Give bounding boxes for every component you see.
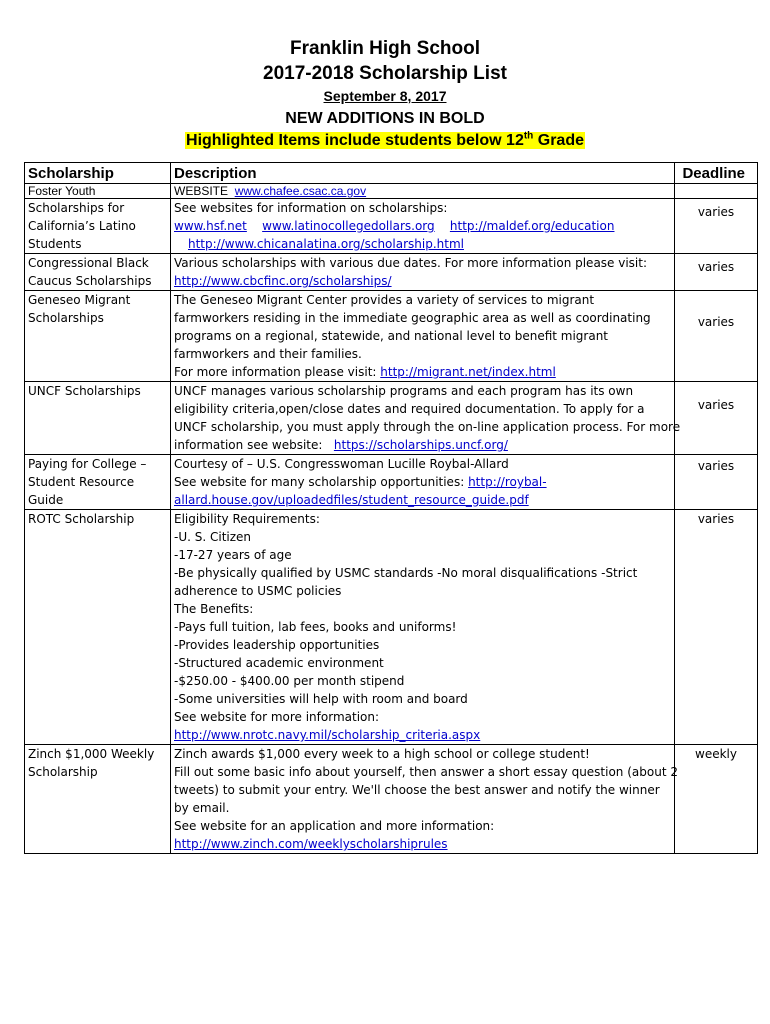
table-row [25, 510, 758, 745]
col-header-scholarship: Scholarship [25, 163, 171, 184]
scholarship-description: Various scholarships with various due dates. For more information please visit: http://www.cbcfinc.org/scholarships/ [171, 254, 675, 291]
scholarship-name: Geneseo Migrant Scholarships [25, 291, 171, 382]
website-link[interactable]: http://www.chicanalatina.org/scholarship.html [188, 237, 464, 251]
deadline-cell [675, 184, 758, 199]
scholarship-name: Foster Youth [25, 184, 171, 199]
website-link[interactable]: http://www.zinch.com/weeklyscholarshiprules [174, 837, 448, 851]
website-link[interactable]: http://www.nrotc.navy.mil/scholarship_criteria.aspx [174, 728, 481, 742]
scholarship-description: The Geneseo Migrant Center provides a variety of services to migrant farmworkers residing in the immediate geographic area as well as coordinating programs on a regional, statewide, and national level to benefit migrant farmworkers and their families. For more information please visit: http://migrant.net/index.html [171, 291, 675, 382]
scholarship-description: See websites for information on scholarships: www.hsf.net www.latinocollegedollars.org http://maldef.org/education http://www.chicanalatina.org/scholarship.html [171, 199, 675, 254]
col-header-deadline: Deadline [675, 163, 758, 184]
website-link[interactable]: allard.house.gov/uploadedfiles/student_resource_guide.pdf [174, 493, 529, 507]
scholarship-description: WEBSITE www.chafee.csac.ca.gov [171, 184, 675, 199]
deadline-cell: varies [675, 455, 758, 510]
scholarship-name: Congressional Black Caucus Scholarships [25, 254, 171, 291]
table-row [25, 291, 758, 382]
table-row [25, 184, 758, 199]
deadline-cell: weekly [675, 745, 758, 854]
table-row [25, 382, 758, 455]
deadline-cell: varies [675, 254, 758, 291]
scholarship-description: Zinch awards $1,000 every week to a high school or college student! Fill out some basic info about yourself, then answer a short essay question (about 2 tweets) to submit your entry. We'll choose the best answer and notify the winner by email. See website for an application and more information: http://www.zinch.com/weeklyscholarshiprules [171, 745, 675, 854]
deadline-cell: varies [675, 199, 758, 254]
table-header-row [25, 163, 758, 184]
website-link[interactable]: http://migrant.net/index.html [380, 365, 556, 379]
website-link[interactable]: http://maldef.org/education [449, 219, 615, 233]
scholarship-name: ROTC Scholarship [25, 510, 171, 745]
scholarship-description: Eligibility Requirements: -U. S. Citizen -17-27 years of age -Be physically qualified by USMC standards -No moral disqualifications -Strict adherence to USMC policies The Benefits: -Pays full tuition, lab fees, books and uniforms! -Provides leadership opportunities -Structured academic environment -$250.00 - $400.00 per month stipend -Some universities will help with room and board See website for more information: http://www.nrotc.navy.mil/scholarship_criteria.aspx [171, 510, 675, 745]
col-header-description: Description [171, 163, 675, 184]
table-row [25, 199, 758, 254]
scholarship-name: Paying for College – Student Resource Guide [25, 455, 171, 510]
website-link[interactable]: https://scholarships.uncf.org/ [333, 438, 508, 452]
table-row [25, 745, 758, 854]
new-additions-note: NEW ADDITIONS IN BOLD [285, 110, 485, 127]
website-link[interactable]: www.latinocollegedollars.org [262, 219, 435, 233]
deadline-cell: varies [675, 510, 758, 745]
deadline-cell: varies [675, 291, 758, 382]
school-name: Franklin High School [289, 38, 480, 59]
table-row [25, 455, 758, 510]
scholarship-name: Zinch $1,000 Weekly Scholarship [25, 745, 171, 854]
website-link[interactable]: http://roybal- [468, 475, 547, 489]
website-link[interactable]: http://www.cbcfinc.org/scholarships/ [174, 274, 392, 288]
list-date: September 8, 2017 [323, 88, 447, 104]
list-title: 2017-2018 Scholarship List [263, 63, 507, 84]
website-link[interactable]: www.hsf.net [174, 219, 247, 233]
scholarship-description: UNCF manages various scholarship programs and each program has its own eligibility criteria,open/close dates and required documentation. To apply for a UNCF scholarship, you must apply through the on-line application process. For more information see website: https://scholarships.uncf.org/ [171, 382, 675, 455]
deadline-cell: varies [675, 382, 758, 455]
scholarship-name: UNCF Scholarships [25, 382, 171, 455]
scholarship-table [24, 162, 758, 854]
scholarship-name: Scholarships for California’s Latino Students [25, 199, 171, 254]
website-link[interactable]: www.chafee.csac.ca.gov [234, 184, 367, 198]
table-row [25, 254, 758, 291]
highlight-note: Highlighted Items include students below 12th Grade [186, 131, 584, 150]
scholarship-description: Courtesy of – U.S. Congresswoman Lucille Roybal-Allard See website for many scholarship opportunities: http://roybal- allard.house.gov/uploadedfiles/student_resource_guide.pdf [171, 455, 675, 510]
